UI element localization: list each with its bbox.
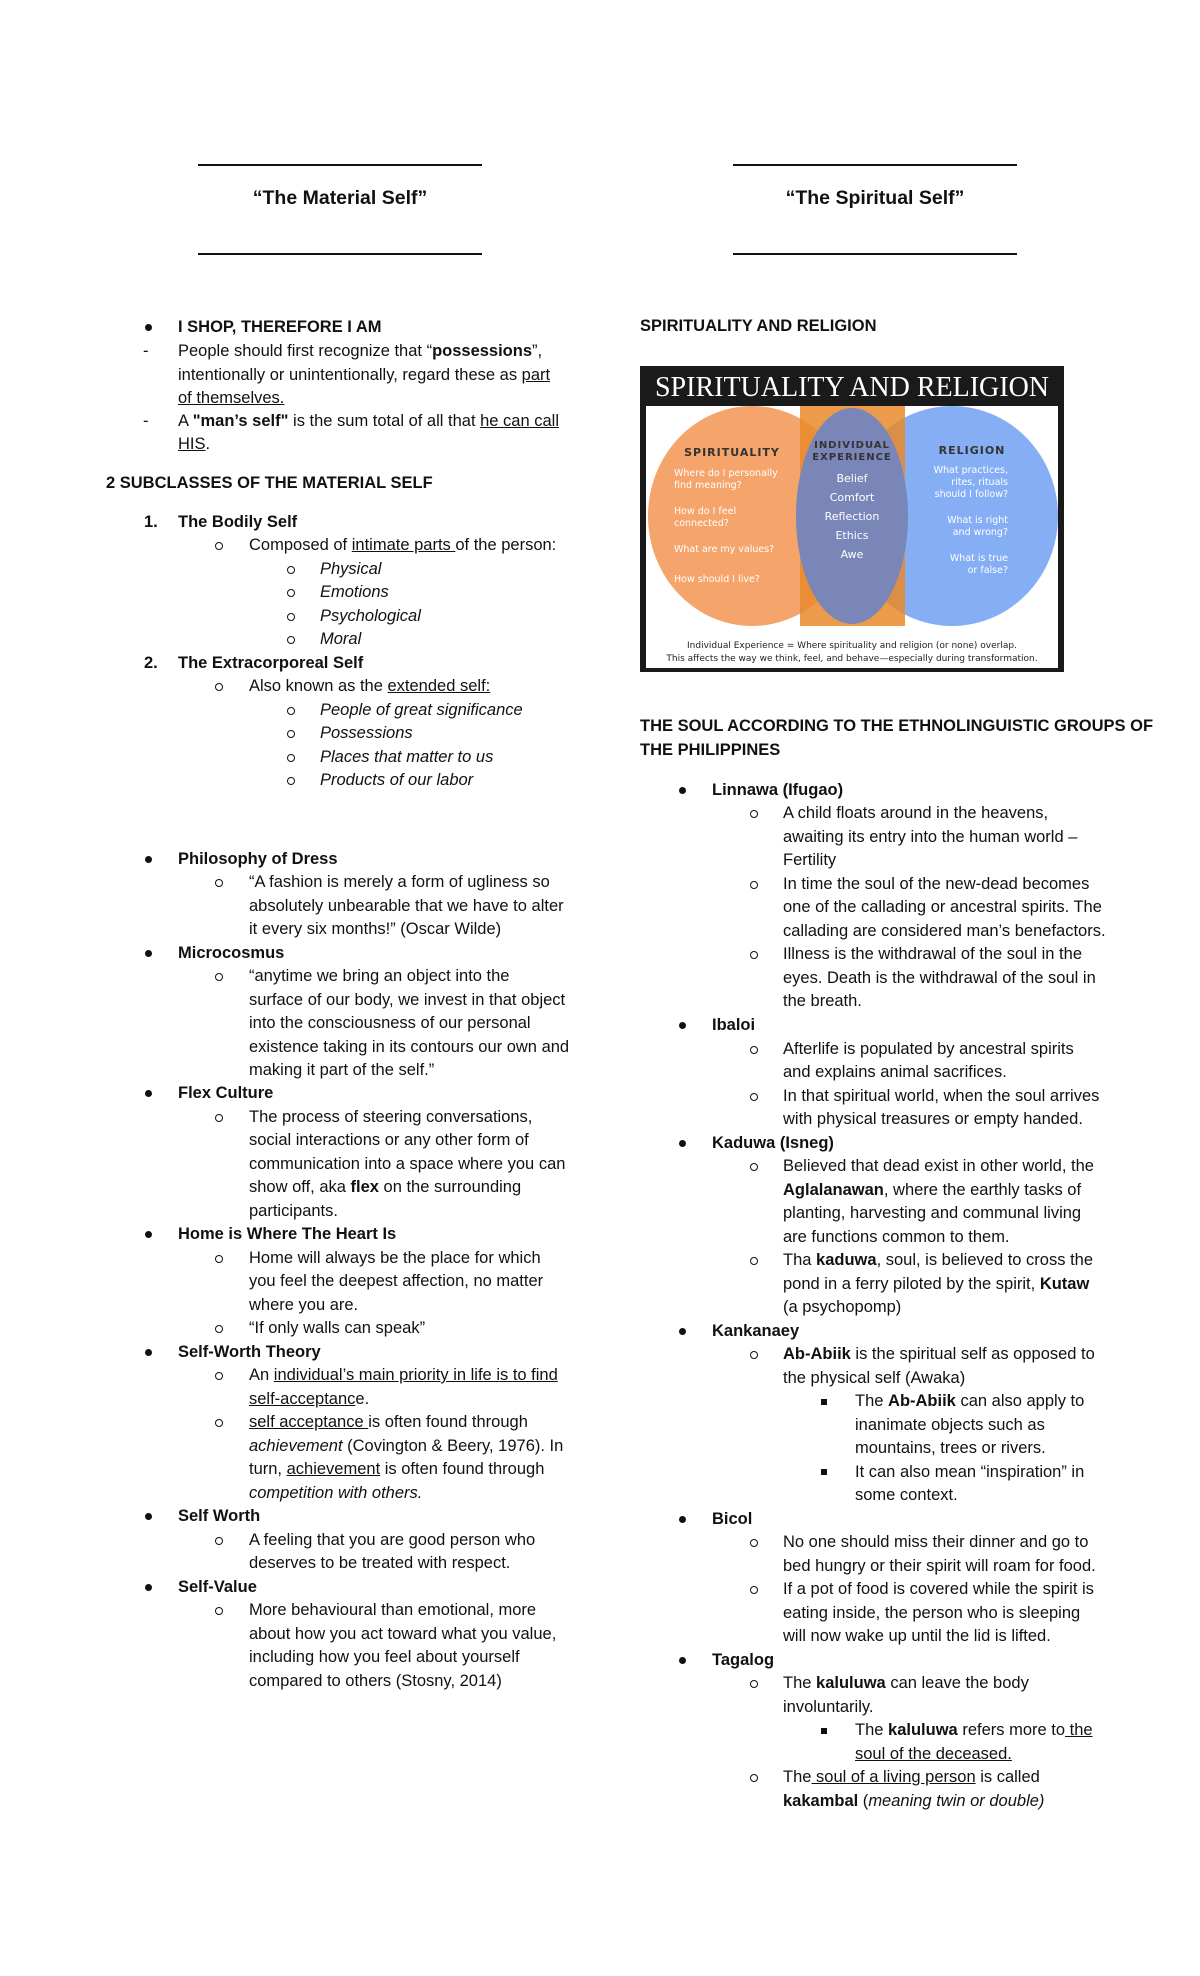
text-bold: kakambal bbox=[783, 1792, 859, 1810]
bullet-dot bbox=[145, 1349, 152, 1356]
lin-line: callading are considered man’s benefactors. bbox=[783, 922, 1106, 940]
swt-line bbox=[249, 1411, 528, 1435]
bc-line: eating inside, the person who is sleeping bbox=[783, 1604, 1081, 1622]
ib-line: In that spiritual world, when the soul arrives bbox=[783, 1087, 1100, 1105]
bicol-heading: Bicol bbox=[712, 1510, 753, 1528]
rel-question: What is true bbox=[949, 553, 1008, 564]
lin-line: the breath. bbox=[783, 992, 862, 1010]
rel-question: rites, rituals bbox=[951, 477, 1008, 488]
subclasses-heading: 2 SUBCLASSES OF THE MATERIAL SELF bbox=[106, 474, 433, 492]
bc-line: If a pot of food is covered while the spirit is bbox=[783, 1580, 1094, 1598]
kk-line bbox=[855, 1390, 1084, 1414]
text: ( bbox=[858, 1792, 869, 1810]
rel-question: and wrong? bbox=[952, 527, 1008, 538]
bullet-dot bbox=[145, 856, 152, 863]
rel-question: or false? bbox=[967, 565, 1008, 576]
text: of the person: bbox=[455, 536, 557, 554]
self-value-heading: Self-Value bbox=[178, 1578, 257, 1596]
text: is called bbox=[975, 1768, 1040, 1786]
swt-line bbox=[249, 1458, 544, 1482]
soul-heading-2: THE PHILIPPINES bbox=[640, 741, 781, 759]
mid-item: Awe bbox=[840, 548, 864, 561]
soul-heading-1: THE SOUL ACCORDING TO THE ETHNOLINGUISTIC GROUPS OF bbox=[640, 717, 1154, 735]
kd-line bbox=[783, 1273, 1089, 1297]
text-bold: possessions bbox=[432, 342, 533, 360]
bullet-dot bbox=[679, 1328, 686, 1335]
text: intentionally or unintentionally, regard these as bbox=[178, 366, 522, 384]
text: . bbox=[205, 435, 211, 453]
kk-line bbox=[783, 1343, 1095, 1367]
circle-bullet bbox=[215, 1537, 223, 1545]
text-underline: the bbox=[1065, 1721, 1093, 1739]
kd-line: Believed that dead exist in other world, the bbox=[783, 1157, 1094, 1175]
text: , soul, is believed to cross the bbox=[876, 1251, 1094, 1269]
sp-question: What are my values? bbox=[674, 544, 775, 555]
tg-line: soul of the deceased. bbox=[855, 1745, 1012, 1763]
kd-line: are functions common to them. bbox=[783, 1228, 1010, 1246]
kd-line bbox=[783, 1179, 1081, 1203]
dress-line: absolutely unbearable that we have to alter bbox=[249, 897, 564, 915]
bullet-dot bbox=[679, 1516, 686, 1523]
text: Tha bbox=[783, 1251, 817, 1269]
text-underline: he can call bbox=[480, 412, 560, 430]
sp-question: find meaning? bbox=[674, 480, 742, 491]
also-known-line bbox=[249, 675, 490, 699]
bullet-dot bbox=[679, 1657, 686, 1664]
text-underline: individual’s main priority in life is to find bbox=[273, 1366, 558, 1384]
ib-line: with physical treasures or empty handed. bbox=[783, 1110, 1083, 1128]
micro-line: surface of our body, we invest in that object bbox=[249, 991, 566, 1009]
tg-line bbox=[783, 1790, 1044, 1814]
spirituality-religion-infographic bbox=[640, 366, 1064, 672]
text: is often found through bbox=[380, 1460, 545, 1478]
rel-question: What practices, bbox=[933, 465, 1008, 476]
bc-line: will now wake up until the lid is lifted. bbox=[783, 1627, 1051, 1645]
swt-line bbox=[249, 1388, 369, 1412]
tg-line bbox=[783, 1672, 1029, 1696]
bullet-dot bbox=[679, 787, 686, 794]
dress-line: it every six months!” (Oscar Wilde) bbox=[249, 920, 502, 938]
kd-line bbox=[783, 1249, 1093, 1273]
kk-line: the physical self (Awaka) bbox=[783, 1369, 966, 1387]
circle-bullet bbox=[215, 1114, 223, 1122]
ib-line: and explains animal sacrifices. bbox=[783, 1063, 1007, 1081]
lin-line: In time the soul of the new-dead becomes bbox=[783, 875, 1090, 893]
kankanaey-heading: Kankanaey bbox=[712, 1322, 800, 1340]
kk-line: mountains, trees or rivers. bbox=[855, 1439, 1046, 1457]
text-bold: Aglalanawan bbox=[783, 1181, 884, 1199]
self-worth-heading: Self Worth bbox=[178, 1507, 261, 1525]
circle-bullet bbox=[215, 542, 223, 550]
rel-question: What is right bbox=[947, 515, 1008, 526]
sv-line: about how you act toward what you value, bbox=[249, 1625, 557, 1643]
micro-line: into the consciousness of our personal bbox=[249, 1014, 531, 1032]
text-underline: soul of a living person bbox=[811, 1768, 976, 1786]
footnote-1: Individual Experience = Where spirituality and religion (or none) overlap. bbox=[687, 641, 1017, 651]
extra-item: Products of our labor bbox=[320, 771, 474, 789]
lin-line: Illness is the withdrawal of the soul in the bbox=[783, 945, 1082, 963]
text: The bbox=[855, 1392, 889, 1410]
extra-item: Places that matter to us bbox=[320, 748, 494, 766]
sv-line: including how you feel about yourself bbox=[249, 1648, 520, 1666]
text: is often found through bbox=[368, 1413, 528, 1431]
bodily-item: Moral bbox=[320, 630, 362, 648]
extra-item: People of great significance bbox=[320, 701, 523, 719]
flex-line: The process of steering conversations, bbox=[249, 1108, 533, 1126]
lin-line: one of the callading or ancestral spirits. The bbox=[783, 898, 1102, 916]
square-bullet bbox=[821, 1728, 827, 1734]
mid-item: Ethics bbox=[835, 529, 869, 542]
ibaloi-heading: Ibaloi bbox=[712, 1016, 756, 1034]
text: Also known as the bbox=[249, 677, 388, 695]
sp-question: How do I feel bbox=[674, 506, 737, 517]
lin-line: Fertility bbox=[783, 851, 837, 869]
bodily-item: Psychological bbox=[320, 607, 421, 625]
text: show off, aka bbox=[249, 1178, 351, 1196]
micro-line: existence taking in its contours our own and bbox=[249, 1038, 570, 1056]
right-title: “The Spiritual Self” bbox=[785, 187, 965, 209]
swt-line bbox=[249, 1364, 558, 1388]
flex-line: communication into a space where you can bbox=[249, 1155, 566, 1173]
dash-bullet: - bbox=[143, 412, 149, 430]
text-underline: achievement bbox=[286, 1460, 381, 1478]
kk-line: It can also mean “inspiration” in bbox=[855, 1463, 1085, 1481]
micro-line: making it part of the self.” bbox=[249, 1061, 435, 1079]
swt-line bbox=[249, 1435, 563, 1459]
mans-self-line-2 bbox=[178, 433, 210, 457]
bullet-dot bbox=[145, 1513, 152, 1520]
circle-bullet bbox=[750, 810, 758, 818]
text-bold: kaluluwa bbox=[888, 1721, 958, 1739]
mid-item: Belief bbox=[836, 472, 868, 485]
kd-line: (a psychopomp) bbox=[783, 1298, 902, 1316]
possessions-line-2 bbox=[178, 364, 550, 388]
microcosmus-heading: Microcosmus bbox=[178, 944, 285, 962]
circle-bullet bbox=[215, 1419, 223, 1427]
right-bottom-rule bbox=[733, 253, 1017, 255]
text: can also apply to bbox=[955, 1392, 1085, 1410]
circle-bullet bbox=[750, 951, 758, 959]
text-underline: intimate parts bbox=[351, 536, 456, 554]
tg-line bbox=[855, 1719, 1093, 1743]
circle-bullet bbox=[287, 589, 295, 597]
dress-line: “A fashion is merely a form of ugliness so bbox=[249, 873, 550, 891]
extra-item: Possessions bbox=[320, 724, 413, 742]
left-title: “The Material Self” bbox=[252, 187, 428, 209]
circle-bullet bbox=[750, 1351, 758, 1359]
micro-line: “anytime we bring an object into the bbox=[249, 967, 510, 985]
bullet-dot bbox=[145, 1584, 152, 1591]
text: The bbox=[855, 1721, 889, 1739]
left-bottom-rule bbox=[198, 253, 482, 255]
possessions-line-3: of themselves. bbox=[178, 389, 285, 407]
circle-bullet bbox=[287, 566, 295, 574]
circle-bullet bbox=[750, 1093, 758, 1101]
text: People should first recognize that “ bbox=[178, 342, 433, 360]
text-italic: achievement bbox=[249, 1437, 343, 1455]
self-worth-theory-heading: Self-Worth Theory bbox=[178, 1343, 321, 1361]
text: The bbox=[783, 1674, 817, 1692]
bullet-dot bbox=[679, 1022, 686, 1029]
home-heading: Home is Where The Heart Is bbox=[178, 1225, 397, 1243]
text: e. bbox=[355, 1390, 370, 1408]
rel-question: should I follow? bbox=[934, 489, 1008, 500]
bodily-self-heading: The Bodily Self bbox=[178, 513, 298, 531]
text: Composed of bbox=[249, 536, 352, 554]
bullet-dot bbox=[145, 1231, 152, 1238]
mid-item: Reflection bbox=[824, 510, 880, 523]
circle-bullet bbox=[287, 613, 295, 621]
square-bullet bbox=[821, 1399, 827, 1405]
composed-of-line bbox=[249, 534, 556, 558]
tagalog-heading: Tagalog bbox=[712, 1651, 775, 1669]
circle-bullet bbox=[287, 777, 295, 785]
mans-self-line-1 bbox=[178, 410, 559, 434]
text: refers more to bbox=[957, 1721, 1066, 1739]
text: pond in a ferry piloted by the spirit, bbox=[783, 1275, 1040, 1293]
bc-line: bed hungry or their spirit will roam for food. bbox=[783, 1557, 1096, 1575]
possessions-line-1 bbox=[178, 340, 542, 364]
circle-bullet bbox=[750, 881, 758, 889]
circle-bullet bbox=[750, 1774, 758, 1782]
spirituality-label: SPIRITUALITY bbox=[684, 446, 780, 459]
swt-line: competition with others. bbox=[249, 1484, 423, 1502]
square-bullet bbox=[821, 1469, 827, 1475]
linnawa-heading: Linnawa (Ifugao) bbox=[712, 781, 844, 799]
experience-label: EXPERIENCE bbox=[812, 452, 892, 463]
sp-question: How should I live? bbox=[674, 574, 760, 585]
sp-question: connected? bbox=[674, 518, 729, 529]
walls-line: “If only walls can speak” bbox=[249, 1319, 426, 1337]
tg-line: involuntarily. bbox=[783, 1698, 874, 1716]
sv-line: compared to others (Stosny, 2014) bbox=[249, 1672, 502, 1690]
circle-bullet bbox=[287, 707, 295, 715]
philosophy-of-dress-heading: Philosophy of Dress bbox=[178, 850, 338, 868]
flex-line: participants. bbox=[249, 1202, 338, 1220]
circle-bullet bbox=[215, 1325, 223, 1333]
spirituality-religion-heading: SPIRITUALITY AND RELIGION bbox=[640, 317, 877, 335]
text-underline: self acceptance bbox=[249, 1413, 369, 1431]
text-underline: part bbox=[521, 366, 551, 384]
sw-line: A feeling that you are good person who bbox=[249, 1531, 536, 1549]
left-top-rule bbox=[198, 164, 482, 166]
lin-line: awaiting its entry into the human world – bbox=[783, 828, 1078, 846]
text-bold: kaduwa bbox=[816, 1251, 877, 1269]
circle-bullet bbox=[750, 1257, 758, 1265]
bullet-dot bbox=[145, 1090, 152, 1097]
dash-bullet: - bbox=[143, 342, 149, 360]
number-2: 2. bbox=[144, 654, 158, 672]
lin-line: eyes. Death is the withdrawal of the soul in bbox=[783, 969, 1096, 987]
text-bold: Kutaw bbox=[1039, 1275, 1090, 1293]
circle-bullet bbox=[287, 636, 295, 644]
text-bold: flex bbox=[350, 1178, 379, 1196]
circle-bullet bbox=[287, 730, 295, 738]
circle-bullet bbox=[215, 683, 223, 691]
text-bold: Ab-Abiik bbox=[888, 1392, 956, 1410]
sw-line: deserves to be treated with respect. bbox=[249, 1554, 511, 1572]
bc-line: No one should miss their dinner and go to bbox=[783, 1533, 1089, 1551]
footnote-2: This affects the way we think, feel, and behave—especially during transformation. bbox=[666, 654, 1038, 664]
circle-bullet bbox=[750, 1163, 758, 1171]
infographic-svg bbox=[640, 366, 1064, 672]
flex-line: social interactions or any other form of bbox=[249, 1131, 529, 1149]
right-top-rule bbox=[733, 164, 1017, 166]
text: can leave the body bbox=[885, 1674, 1029, 1692]
circle-bullet bbox=[750, 1680, 758, 1688]
bullet-dot bbox=[145, 950, 152, 957]
tg-line bbox=[783, 1766, 1040, 1790]
bullet-dot bbox=[679, 1140, 686, 1147]
circle-bullet bbox=[215, 879, 223, 887]
text: A bbox=[178, 412, 193, 430]
text-bold: Ab-Abiik bbox=[783, 1345, 851, 1363]
flex-culture-heading: Flex Culture bbox=[178, 1084, 274, 1102]
text-bold: "man’s self" bbox=[192, 412, 289, 430]
bullet-dot bbox=[145, 324, 152, 331]
text: is the sum total of all that bbox=[288, 412, 481, 430]
text-italic: meaning twin or double) bbox=[868, 1792, 1045, 1810]
sp-question: Where do I personally bbox=[674, 468, 778, 479]
circle-bullet bbox=[750, 1586, 758, 1594]
text: (Covington & Beery, 1976). In bbox=[342, 1437, 564, 1455]
text: , where the earthly tasks of bbox=[883, 1181, 1082, 1199]
kaduwa-heading: Kaduwa (Isneg) bbox=[712, 1134, 834, 1152]
text: turn, bbox=[249, 1460, 287, 1478]
text-underline: HIS bbox=[178, 435, 206, 453]
lin-line: A child floats around in the heavens, bbox=[783, 804, 1049, 822]
text: The bbox=[783, 1768, 812, 1786]
circle-bullet bbox=[750, 1046, 758, 1054]
text: is the spiritual self as opposed to bbox=[850, 1345, 1095, 1363]
text: on the surrounding bbox=[378, 1178, 522, 1196]
religion-label: RELIGION bbox=[938, 444, 1006, 457]
bodily-item: Emotions bbox=[320, 583, 389, 601]
text-underline: extended self: bbox=[387, 677, 491, 695]
circle-bullet bbox=[287, 754, 295, 762]
circle-bullet bbox=[750, 1539, 758, 1547]
ib-line: Afterlife is populated by ancestral spirits bbox=[783, 1040, 1074, 1058]
bodily-item: Physical bbox=[320, 560, 382, 578]
extracorporeal-self-heading: The Extracorporeal Self bbox=[178, 654, 364, 672]
i-shop-heading: I SHOP, THEREFORE I AM bbox=[178, 318, 382, 336]
circle-bullet bbox=[215, 1255, 223, 1263]
circle-bullet bbox=[215, 973, 223, 981]
number-1: 1. bbox=[144, 513, 158, 531]
text-bold: kaluluwa bbox=[816, 1674, 886, 1692]
text: An bbox=[249, 1366, 274, 1384]
text-underline: self-acceptanc bbox=[249, 1390, 356, 1408]
circle-bullet bbox=[215, 1607, 223, 1615]
circle-bullet bbox=[215, 1372, 223, 1380]
kk-line: inanimate objects such as bbox=[855, 1416, 1045, 1434]
flex-line bbox=[249, 1176, 521, 1200]
home-line: Home will always be the place for which bbox=[249, 1249, 541, 1267]
individual-label: INDIVIDUAL bbox=[814, 440, 890, 451]
text: ”, bbox=[532, 342, 543, 360]
home-line: you feel the deepest affection, no matter bbox=[249, 1272, 544, 1290]
kd-line: planting, harvesting and communal living bbox=[783, 1204, 1082, 1222]
infographic-title: SPIRITUALITY AND RELIGION bbox=[654, 372, 1050, 403]
mid-item: Comfort bbox=[829, 491, 875, 504]
sv-line: More behavioural than emotional, more bbox=[249, 1601, 537, 1619]
kk-line: some context. bbox=[855, 1486, 958, 1504]
home-line: where you are. bbox=[249, 1296, 359, 1314]
